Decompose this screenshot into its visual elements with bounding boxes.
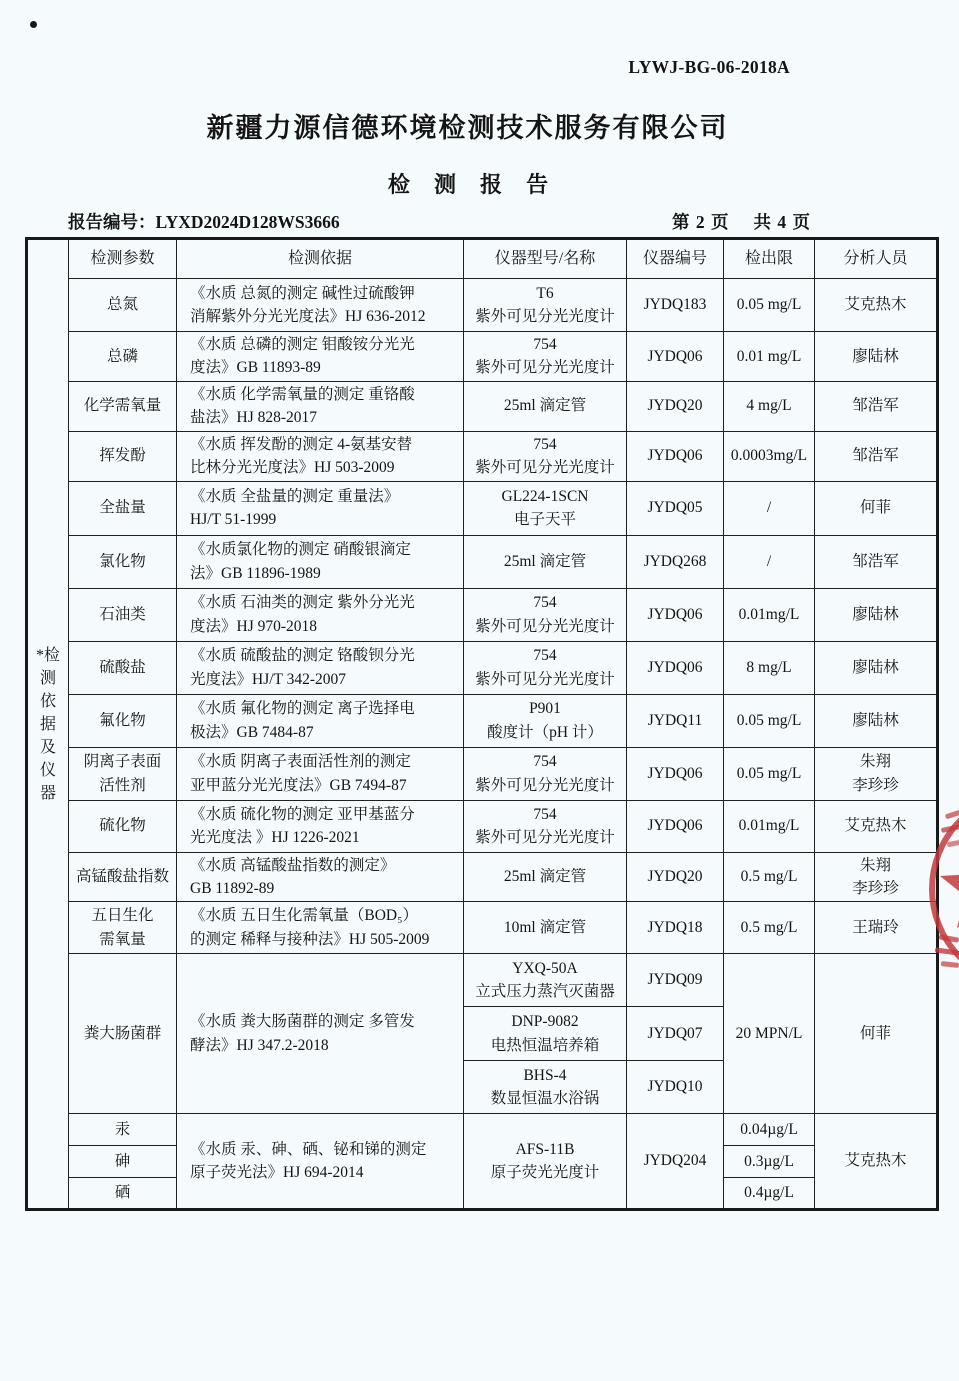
table-row bbox=[27, 902, 938, 954]
analyst-cell: 艾克热木 bbox=[815, 279, 938, 332]
basis-cell: 《水质 粪大肠菌群的测定 多管发 酵法》HJ 347.2-2018 bbox=[177, 954, 464, 1114]
analyst-cell: 廖陆林 bbox=[815, 641, 938, 694]
basis-cell: 《水质 石油类的测定 紫外分光光 度法》HJ 970-2018 bbox=[177, 588, 464, 641]
table-row bbox=[27, 481, 938, 535]
code-cell: JYDQ07 bbox=[627, 1007, 724, 1061]
code-cell: JYDQ20 bbox=[627, 852, 724, 902]
limit-cell: 0.01mg/L bbox=[724, 588, 815, 641]
basis-cell: 《水质 阴离子表面活性剂的测定 亚甲蓝分光光度法》GB 7494-87 bbox=[177, 747, 464, 800]
param-cell: 全盐量 bbox=[69, 481, 177, 535]
table-row bbox=[27, 747, 938, 800]
code-cell: JYDQ06 bbox=[627, 800, 724, 852]
limit-cell: 0.05 mg/L bbox=[724, 694, 815, 747]
basis-cell: 《水质 五日生化需氧量（BOD₅） 的测定 稀释与接种法》HJ 505-2009 bbox=[177, 902, 464, 954]
report-title: 检 测 报 告 bbox=[387, 172, 558, 197]
analyst-cell: 朱翔 李珍珍 bbox=[815, 747, 938, 800]
table-row bbox=[27, 694, 938, 747]
param-cell: 高锰酸盐指数 bbox=[69, 852, 177, 902]
instrument-cell: BHS-4 数显恒温水浴锅 bbox=[464, 1061, 627, 1114]
instrument-cell: T6 紫外可见分光光度计 bbox=[464, 279, 627, 332]
code-cell: JYDQ268 bbox=[627, 535, 724, 588]
code-cell: JYDQ06 bbox=[627, 747, 724, 800]
ink-dot bbox=[30, 21, 37, 28]
instrument-cell: 10ml 滴定管 bbox=[464, 902, 627, 954]
company-name: 新疆力源信德环境检测技术服务有限公司 bbox=[206, 113, 729, 143]
code-cell: JYDQ183 bbox=[627, 279, 724, 332]
table-row bbox=[27, 381, 938, 431]
col-header-limit: 检出限 bbox=[724, 239, 815, 279]
param-cell: 总磷 bbox=[69, 332, 177, 382]
page-current: 第 2 页 bbox=[672, 212, 730, 232]
param-cell: 硫化物 bbox=[69, 800, 177, 852]
code-cell: JYDQ06 bbox=[627, 588, 724, 641]
instrument-cell: GL224-1SCN 电子天平 bbox=[464, 481, 627, 535]
limit-cell: 0.01mg/L bbox=[724, 800, 815, 852]
basis-cell: 《水质 硫化物的测定 亚甲基蓝分 光光度法 》HJ 1226-2021 bbox=[177, 800, 464, 852]
code-cell: JYDQ06 bbox=[627, 431, 724, 481]
table-row bbox=[27, 431, 938, 481]
param-cell: 硫酸盐 bbox=[69, 641, 177, 694]
code-cell: JYDQ09 bbox=[627, 954, 724, 1007]
table-row-metal-hg bbox=[27, 1114, 938, 1146]
param-cell: 总氮 bbox=[69, 279, 177, 332]
code-cell: JYDQ06 bbox=[627, 641, 724, 694]
analyst-cell: 廖陆林 bbox=[815, 694, 938, 747]
analyst-cell: 朱翔 李珍珍 bbox=[815, 852, 938, 902]
param-cell: 石油类 bbox=[69, 588, 177, 641]
table-row bbox=[27, 332, 938, 382]
code-cell: JYDQ20 bbox=[627, 381, 724, 431]
param-cell: 挥发酚 bbox=[69, 431, 177, 481]
param-cell: 氟化物 bbox=[69, 694, 177, 747]
basis-cell: 《水质氯化物的测定 硝酸银滴定 法》GB 11896-1989 bbox=[177, 535, 464, 588]
param-cell: 粪大肠菌群 bbox=[69, 954, 177, 1114]
limit-cell: 0.0003mg/L bbox=[724, 431, 815, 481]
basis-cell: 《水质 总氮的测定 碱性过硫酸钾 消解紫外分光光度法》HJ 636-2012 bbox=[177, 279, 464, 332]
param-cell: 砷 bbox=[69, 1146, 177, 1178]
code-cell: JYDQ10 bbox=[627, 1061, 724, 1114]
page-indicator bbox=[672, 209, 811, 234]
analyst-cell: 王瑞玲 bbox=[815, 902, 938, 954]
instrument-cell: DNP-9082 电热恒温培养箱 bbox=[464, 1007, 627, 1061]
report-no-value: LYXD2024D128WS3666 bbox=[155, 212, 340, 232]
limit-cell: 0.04µg/L bbox=[724, 1114, 815, 1146]
table-row bbox=[27, 535, 938, 588]
table-row bbox=[27, 641, 938, 694]
limit-cell: 0.3µg/L bbox=[724, 1146, 815, 1178]
report-meta-line bbox=[68, 209, 913, 234]
code-cell: JYDQ204 bbox=[627, 1114, 724, 1210]
basis-cell: 《水质 全盐量的测定 重量法》 HJ/T 51-1999 bbox=[177, 481, 464, 535]
param-cell: 汞 bbox=[69, 1114, 177, 1146]
param-cell: 氯化物 bbox=[69, 535, 177, 588]
limit-cell: 4 mg/L bbox=[724, 381, 815, 431]
basis-cell: 《水质 氟化物的测定 离子选择电 极法》GB 7484-87 bbox=[177, 694, 464, 747]
analyst-cell: 艾克热木 bbox=[815, 800, 938, 852]
limit-cell: 0.5 mg/L bbox=[724, 902, 815, 954]
limit-cell: 0.05 mg/L bbox=[724, 279, 815, 332]
side-label-vertical: *检 测 依 据 及 仪 器 bbox=[27, 239, 69, 1210]
page-total: 共 4 页 bbox=[753, 212, 811, 232]
table-row bbox=[27, 279, 938, 332]
analyst-cell: 艾克热木 bbox=[815, 1114, 938, 1210]
report-no-label: 报告编号： bbox=[68, 212, 156, 232]
test-basis-instruments-table bbox=[25, 237, 939, 1211]
param-cell: 五日生化 需氧量 bbox=[69, 902, 177, 954]
limit-cell: 0.05 mg/L bbox=[724, 747, 815, 800]
param-cell: 硒 bbox=[69, 1178, 177, 1210]
instrument-cell: 25ml 滴定管 bbox=[464, 535, 627, 588]
basis-cell: 《水质 高锰酸盐指数的测定》 GB 11892-89 bbox=[177, 852, 464, 902]
analyst-cell: 廖陆林 bbox=[815, 332, 938, 382]
analyst-cell: 何菲 bbox=[815, 954, 938, 1114]
document-code: LYWJ-BG-06-2018A bbox=[628, 57, 790, 77]
col-header-code: 仪器编号 bbox=[627, 239, 724, 279]
basis-cell: 《水质 化学需氧量的测定 重铬酸 盐法》HJ 828-2017 bbox=[177, 381, 464, 431]
instrument-cell: 25ml 滴定管 bbox=[464, 852, 627, 902]
analyst-cell: 何菲 bbox=[815, 481, 938, 535]
code-cell: JYDQ06 bbox=[627, 332, 724, 382]
instrument-cell: 754 紫外可见分光光度计 bbox=[464, 431, 627, 481]
limit-cell: 0.4µg/L bbox=[724, 1178, 815, 1210]
table-row-fecal-1 bbox=[27, 954, 938, 1007]
instrument-cell: 754 紫外可见分光光度计 bbox=[464, 747, 627, 800]
code-cell: JYDQ18 bbox=[627, 902, 724, 954]
limit-cell: 20 MPN/L bbox=[724, 954, 815, 1114]
limit-cell: 0.01 mg/L bbox=[724, 332, 815, 382]
instrument-cell: 754 紫外可见分光光度计 bbox=[464, 641, 627, 694]
col-header-analyst: 分析人员 bbox=[815, 239, 938, 279]
instrument-cell: AFS-11B 原子荧光光度计 bbox=[464, 1114, 627, 1210]
table-row bbox=[27, 588, 938, 641]
analyst-cell: 邹浩军 bbox=[815, 381, 938, 431]
analyst-cell: 邹浩军 bbox=[815, 431, 938, 481]
table-row bbox=[27, 800, 938, 852]
basis-cell: 《水质 总磷的测定 钼酸铵分光光 度法》GB 11893-89 bbox=[177, 332, 464, 382]
basis-cell: 《水质 挥发酚的测定 4-氨基安替 比林分光光度法》HJ 503-2009 bbox=[177, 431, 464, 481]
code-cell: JYDQ05 bbox=[627, 481, 724, 535]
limit-cell: / bbox=[724, 481, 815, 535]
table-row bbox=[27, 852, 938, 902]
col-header-instrument: 仪器型号/名称 bbox=[464, 239, 627, 279]
instrument-cell: 754 紫外可见分光光度计 bbox=[464, 332, 627, 382]
col-header-param: 检测参数 bbox=[69, 239, 177, 279]
instrument-cell: YXQ-50A 立式压力蒸汽灭菌器 bbox=[464, 954, 627, 1007]
limit-cell: 0.5 mg/L bbox=[724, 852, 815, 902]
param-cell: 阴离子表面 活性剂 bbox=[69, 747, 177, 800]
basis-cell: 《水质 硫酸盐的测定 铬酸钡分光 光度法》HJ/T 342-2007 bbox=[177, 641, 464, 694]
code-cell: JYDQ11 bbox=[627, 694, 724, 747]
instrument-cell: 754 紫外可见分光光度计 bbox=[464, 800, 627, 852]
analyst-cell: 廖陆林 bbox=[815, 588, 938, 641]
basis-cell: 《水质 汞、砷、硒、铋和锑的测定 原子荧光法》HJ 694-2014 bbox=[177, 1114, 464, 1210]
instrument-cell: 25ml 滴定管 bbox=[464, 381, 627, 431]
col-header-basis: 检测依据 bbox=[177, 239, 464, 279]
limit-cell: 8 mg/L bbox=[724, 641, 815, 694]
analyst-cell: 邹浩军 bbox=[815, 535, 938, 588]
limit-cell: / bbox=[724, 535, 815, 588]
instrument-cell: P901 酸度计（pH 计） bbox=[464, 694, 627, 747]
param-cell: 化学需氧量 bbox=[69, 381, 177, 431]
instrument-cell: 754 紫外可见分光光度计 bbox=[464, 588, 627, 641]
